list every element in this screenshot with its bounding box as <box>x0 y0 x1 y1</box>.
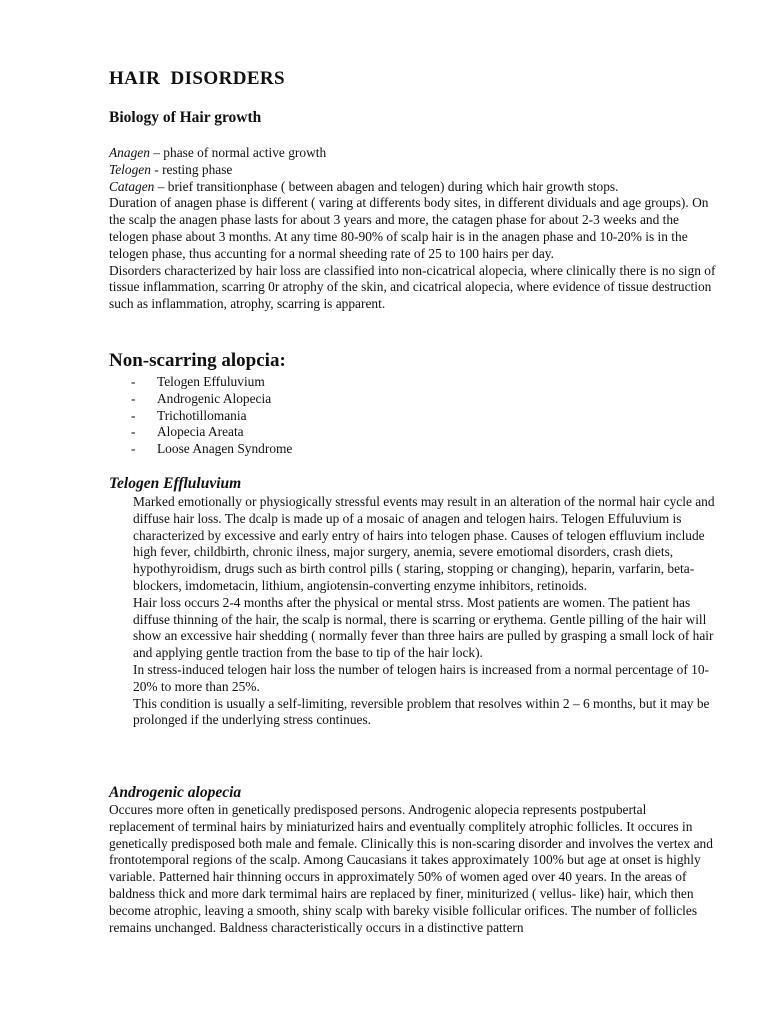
telogen-term: Telogen <box>109 161 151 177</box>
paragraph: In stress-induced telogen hair loss the number of telogen hairs is increased from a normal percentage of 10-20% to more than 25%. <box>133 661 709 694</box>
list-item-label: Telogen Effuluvium <box>157 374 265 389</box>
list-item-label: Alopecia Areata <box>157 424 244 440</box>
biology-section <box>109 145 717 313</box>
classification-paragraph: Disorders characterized by hair loss are classified into non-cicatrical alopecia, where clinically there is no sign of tissue inflammation, scarring 0r atrophy of the skin, and cicatrical alopecia, where evidence of tissue destruction such as inflammation, atrophy, scarring is apparent. <box>109 262 716 312</box>
androgenic-alopecia-body <box>109 802 715 936</box>
list-item <box>131 408 292 425</box>
paragraph: Occures more often in genetically predisposed persons. Androgenic alopecia represents postpubertal replacement of terminal hairs by miniaturized hairs and eventually complitely atrophic follicles. It occures in genetically predisposed both male and female. Clinically this is non-scaring disorder and involves the vertex and frontotemporal regions of the scalp. Among Caucasians it takes approximately 100% but age at onset is highly variable. Patterned hair thinning occurs in approximately 50% of women aged over 40 years. In the areas of baldness thick and more dark termimal hairs are replaced by finer, miniturized ( vellus- like) hair, which then become atrophic, leaving a smooth, shiny scalp with bareky visible follicular orifices. The number of follicles remains unchanged. Baldness characteristically occurs in a distinctive pattern <box>109 802 713 935</box>
list-bullet: - <box>131 390 136 406</box>
catagen-text: – brief transitionphase ( between abagen and telogen) during which hair growth stops. <box>154 178 619 194</box>
list-bullet: - <box>131 424 136 440</box>
telogen-effluvium-body <box>133 494 717 729</box>
paragraph: This condition is usually a self-limiting, reversible problem that resolves within 2 – 6 months, but it may be prolonged if the underlying stress continues. <box>133 695 710 728</box>
list-item-label: Loose Anagen Syndrome <box>157 441 293 457</box>
list-bullet: - <box>131 407 136 423</box>
section-title-non-scarring: Non-scarring alopcia: <box>109 350 286 371</box>
section-title-androgenic-alopecia: Androgenic alopecia <box>109 784 242 801</box>
catagen-term: Catagen <box>109 178 155 194</box>
section-title-biology: Biology of Hair growth <box>109 109 262 126</box>
telogen-text: - resting phase <box>150 161 233 177</box>
list-item-label: Androgenic Alopecia <box>157 390 272 406</box>
anagen-duration-paragraph: Duration of anagen phase is different ( varing at differents body sites, in different dividuals and age groups). On the scalp the anagen phase lasts for about 3 years and more, the catagen phase for about 2-3 weeks and the telogen phase about 3 months. At any time 80-90% of scalp hair is in the anagen phase and 10-20% is in the telogen phase, thus accunting for a normal sheeding rate of 25 to 100 hairs per day. <box>109 195 709 261</box>
paragraph: Marked emotionally or physiogically stressful events may result in an alteration of the normal hair cycle and diffuse hair loss. The dcalp is made up of a mosaic of anagen and telogen hairs. Telogen Effuluvium is characterized by excessive and early entry of hairs into telogen phase. Causes of telogen effluvium include high fever, childbirth, chronic ilness, major surgery, anemia, severe emotiomal disorders, crash diets, hypothyroidism, drugs such as birth control pills ( staring, stopping or changing), heparin, varfarin, beta-blockers, imdometacin, lithium, angiotensin-converting enzyme inhibitors, retinoids. <box>133 494 715 593</box>
anagen-definition <box>109 145 717 162</box>
document-title: HAIR DISORDERS <box>109 68 285 89</box>
anagen-text: – phase of normal active growth <box>149 145 327 160</box>
non-scarring-list <box>131 374 292 458</box>
telogen-definition <box>109 162 717 179</box>
list-item <box>131 424 292 441</box>
list-item <box>131 374 292 391</box>
anagen-term: Anagen <box>109 145 150 160</box>
catagen-definition <box>109 179 717 196</box>
list-bullet: - <box>131 441 136 457</box>
section-title-telogen-effluvium: Telogen Effluluvium <box>109 475 242 492</box>
list-bullet: - <box>131 374 136 389</box>
paragraph: Hair loss occurs 2-4 months after the physical or mental strss. Most patients are women. The patient has diffuse thinning of the hair, the scalp is normal, there is scarring or erythema. Gentle pilling of the hair will show an excessive hair shedding ( normally fever than three hairs are pulled by grasping a small lock of hair and applying gentle traction from the base to tip of the hair lock). <box>133 594 714 661</box>
list-item <box>131 441 292 458</box>
list-item <box>131 391 292 408</box>
list-item-label: Trichotillomania <box>157 407 247 423</box>
